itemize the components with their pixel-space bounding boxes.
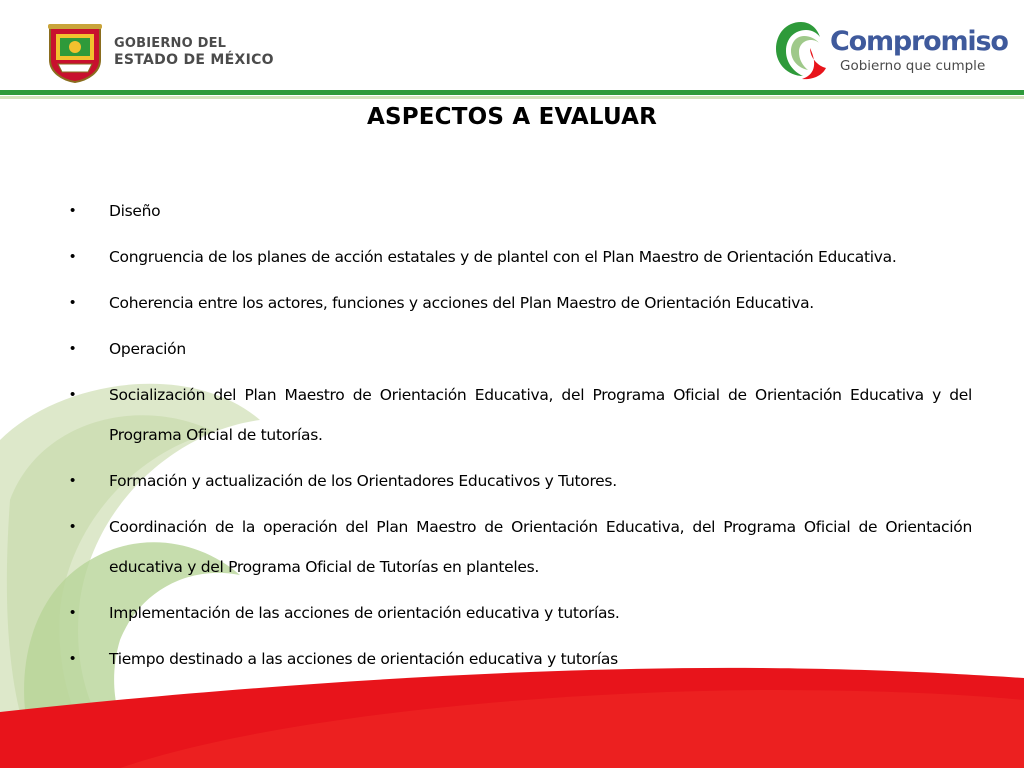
- bullet-icon: •: [70, 518, 76, 535]
- list-item: [70, 329, 972, 369]
- list-item: [70, 593, 972, 633]
- list-item-text: Coherencia entre los actores, funciones y acciones del Plan Maestro de Orientación Educativa.: [109, 294, 814, 312]
- list-item: [70, 507, 972, 587]
- bullet-icon: •: [70, 604, 76, 621]
- bullet-icon: •: [70, 202, 76, 219]
- bullet-icon: •: [70, 472, 76, 489]
- list-item-text: Socialización del Plan Maestro de Orientación Educativa, del Programa Oficial de Orientación Educativa y del Programa Oficial de tutorías.: [109, 386, 972, 444]
- list-item-text: Congruencia de los planes de acción estatales y de plantel con el Plan Maestro de Orientación Educativa.: [109, 248, 897, 266]
- list-item-text: Operación: [109, 340, 186, 358]
- list-item-text: Diseño: [109, 202, 161, 220]
- bullet-icon: •: [70, 294, 76, 311]
- list-item: [70, 283, 972, 323]
- gobierno-estado-mexico-logo: [44, 22, 274, 84]
- list-item-text: Formación y actualización de los Orientadores Educativos y Tutores.: [109, 472, 617, 490]
- list-item-text: Implementación de las acciones de orientación educativa y tutorías.: [109, 604, 620, 622]
- page-title: ASPECTOS A EVALUAR: [366, 104, 658, 130]
- compromiso-brand: Compromiso: [830, 26, 1008, 57]
- bullet-icon: •: [70, 650, 76, 667]
- list-item: [70, 191, 972, 231]
- list-item: [70, 461, 972, 501]
- evaluation-aspects-list: [70, 191, 972, 685]
- compromiso-tagline: Gobierno que cumple: [840, 58, 986, 74]
- list-item: [70, 375, 972, 455]
- bullet-icon: •: [70, 248, 76, 265]
- list-item-text: Coordinación de la operación del Plan Maestro de Orientación Educativa, del Programa Oficial de Orientación educativa y del Programa Oficial de Tutorías en planteles.: [109, 518, 972, 576]
- bullet-icon: •: [70, 386, 76, 403]
- compromiso-swirl-icon: [774, 18, 828, 82]
- header-divider: [0, 88, 1024, 102]
- list-item-text: Tiempo destinado a las acciones de orientación educativa y tutorías: [109, 650, 618, 668]
- state-seal-icon: [44, 22, 106, 84]
- gov-logo-line2: ESTADO DE MÉXICO: [114, 52, 274, 69]
- bullet-icon: •: [70, 340, 76, 357]
- list-item: [70, 639, 972, 679]
- gov-logo-line1: GOBIERNO DEL: [114, 36, 227, 52]
- list-item: [70, 237, 972, 277]
- compromiso-logo: [774, 18, 1008, 82]
